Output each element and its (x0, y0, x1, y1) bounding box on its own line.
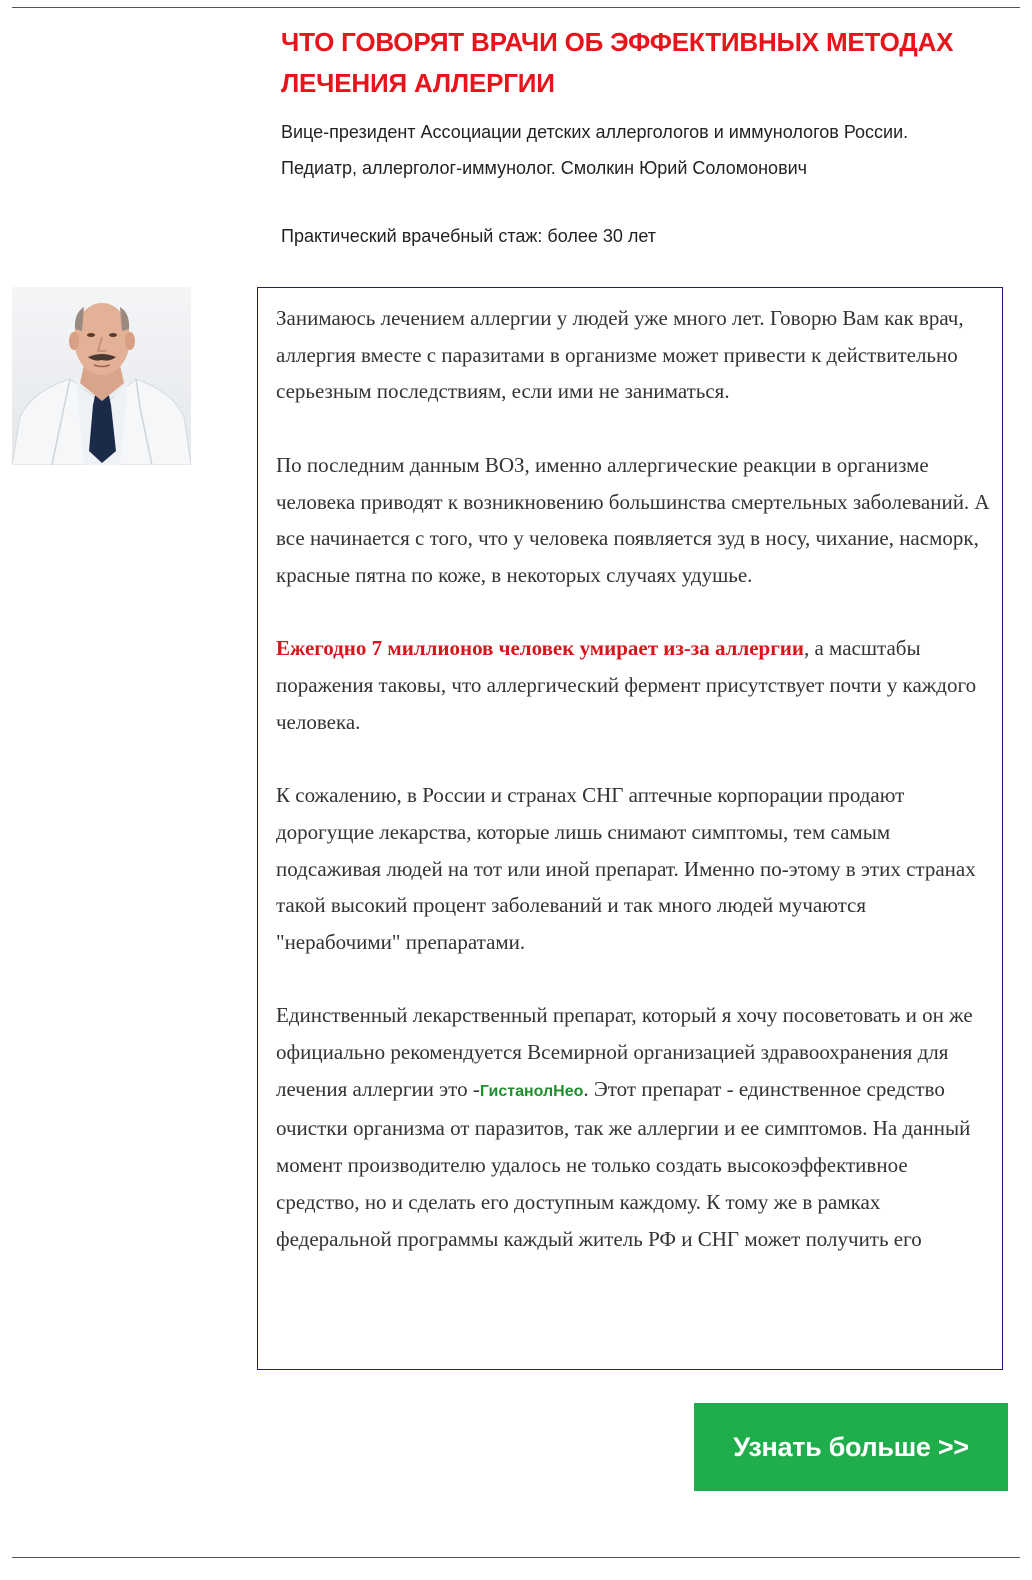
article-paragraph-3-rest: , а масштабы поражения таковы, что аллергический фермент присутствует почти у каждого человека. (276, 636, 977, 734)
mortality-highlight: Ежегодно 7 миллионов человек умирает из-за аллергии (276, 636, 804, 661)
article-header (281, 22, 1011, 248)
article-text-box (257, 287, 1003, 1370)
article-paragraph-2: По последним данным ВОЗ, именно аллергические реакции в организме человека приводят к возникновению большинства смертельных заболеваний. А все начинается с того, что у человека появляется зуд в носу, чихание, насморк, красные пятна по коже, в некоторых случаях удушье. (276, 452, 990, 587)
learn-more-button[interactable]: Узнать больше >> (694, 1403, 1008, 1491)
article-paragraph-5-end: . Этот препарат - единственное средство очистки организма от паразитов, так же аллергии и ее симптомов. На данный момент производителю удалось не только создать высокоэффективное средство, но и сделать его доступным каждому. К тому же в рамках федеральной программы каждый житель РФ и СНГ может получить его (276, 1076, 971, 1251)
page-title-line-2: ЛЕЧЕНИЯ АЛЛЕРГИИ (281, 68, 555, 98)
page-title (281, 22, 1011, 104)
doctor-photo (12, 287, 191, 465)
article-paragraph-1: Занимаюсь лечением аллергии у людей уже много лет. Говорю Вам как врач, аллергия вместе с паразитами в организме может привести к действительно серьезным последствиям, если ими не заниматься. (276, 306, 964, 404)
doctor-experience: Практический врачебный стаж: более 30 лет (281, 226, 657, 246)
article-paragraph-4: К сожалению, в России и странах СНГ аптечные корпорации продают дорогущие лекарства, которые лишь снимают симптомы, тем самым подсаживая людей на тот или иной препарат. Именно по-этому в этих странах такой высокий процент заболеваний и так много людей мучаются "нерабочими" препаратами. (276, 783, 976, 954)
bottom-divider (12, 1557, 1020, 1558)
product-name: ГистанолНео (479, 1082, 584, 1100)
doctor-credentials-line-1: Вице-президент Ассоциации детских аллергологов и иммунологов России. (281, 122, 909, 142)
page-title-line-1: ЧТО ГОВОРЯТ ВРАЧИ ОБ ЭФФЕКТИВНЫХ МЕТОДАХ (281, 27, 954, 57)
doctor-credentials-line-2: Педиатр, аллерголог-иммунолог. Смолкин Юрий Соломонович (281, 158, 808, 178)
article-body (276, 300, 990, 1294)
article-paragraph-3 (276, 630, 990, 740)
article-paragraph-5 (276, 997, 990, 1257)
doctor-credentials (281, 114, 1011, 186)
article-paragraph-5-start: Единственный лекарственный препарат, который я хочу посоветовать и он же официально рекомендуется Всемирной организацией здравоохранения для лечения аллергии это - (276, 1003, 973, 1101)
top-divider (12, 7, 1020, 8)
